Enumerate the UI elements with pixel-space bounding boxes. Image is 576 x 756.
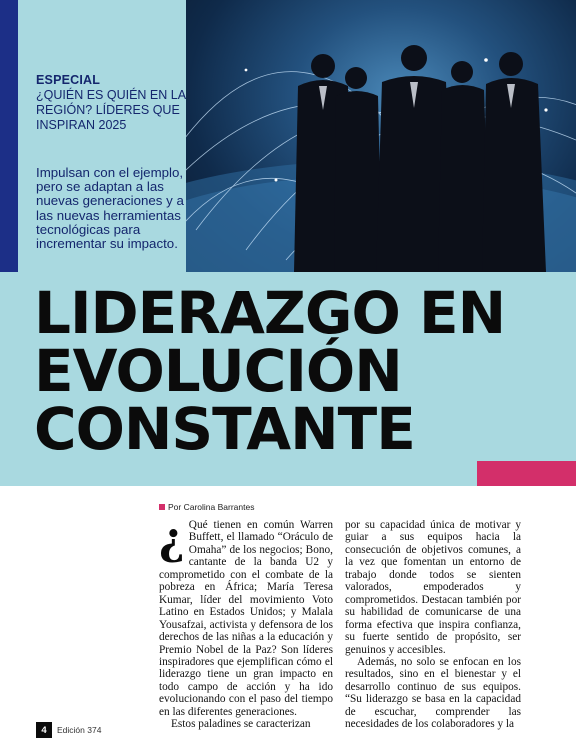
drop-cap: ¿	[159, 514, 185, 565]
business-silhouettes-illustration	[186, 0, 576, 272]
navy-accent-bar	[0, 0, 18, 272]
headline-line-2: EVOLUCIÓN	[34, 337, 402, 405]
headline-line-1: LIDERAZGO EN	[34, 279, 506, 347]
page-number: 4	[36, 722, 52, 738]
paragraph-3: por su capacidad única de motivar y guiar a sus equipos hacia la consecución de objetivos comunes, a la vez que fomentan un entorno de trabajo donde todos se sienten valorados, empoderados y comprometidos. Destacan también por su habilidad de comunicarse de una forma efectiva que inspira confianza, su fuerte sentido de propósito, ser genuinos y accesibles.	[345, 519, 521, 656]
article-column-1	[159, 514, 333, 731]
page-footer	[36, 722, 101, 738]
byline	[159, 502, 254, 512]
byline-square-icon	[159, 504, 165, 510]
section-tag: ESPECIAL	[36, 73, 101, 87]
paragraph-2: Estos paladines se caracterizan	[171, 718, 311, 731]
cover-photo-business-team	[186, 0, 576, 272]
article-headline	[34, 279, 574, 463]
article-deck: Impulsan con el ejemplo, pero se adaptan a las nuevas generaciones y a las nuevas herramientas tecnológicas para incrementar su impacto.	[36, 165, 184, 252]
article-column-2	[345, 519, 521, 731]
paragraph-1-text: Qué tienen en común Warren Buffett, el llamado “Oráculo de Omaha” de los negocios; Bono, cantante de la banda U2 y comprometido con el combate de la pobreza en África; María Teresa Kumar, líder del movimiento Voto Latino en Estados Unidos; y Malala Yousafzai, activista y defensora de los derechos de las niñas a la educación y Premio Nobel de la Paz? Son líderes inspiradores que ejemplifican cómo el liderazgo tiene un gran impacto en todo campo de acción y ha ido evolucionando con el paso del tiempo en las diferentes generaciones.	[159, 519, 333, 718]
section-subtitle: ¿QUIÉN ES QUIÉN EN LA REGIÓN? LÍDERES QUE INSPIRAN 2025	[36, 88, 186, 132]
paragraph-4: Además, no solo se enfocan en los resultados, sino en el bienestar y el desarrollo continuo de sus equipos. “Su liderazgo se basa en la capacidad de escuchar, comprender las necesidades de los colaboradores y la	[345, 655, 521, 731]
byline-text: Por Carolina Barrantes	[168, 502, 255, 512]
section-label	[36, 73, 186, 133]
headline-line-3: CONSTANTE	[34, 395, 415, 463]
pink-accent-bar	[477, 461, 576, 486]
edition-label: Edición 374	[57, 725, 102, 735]
paragraph-1	[159, 514, 333, 718]
